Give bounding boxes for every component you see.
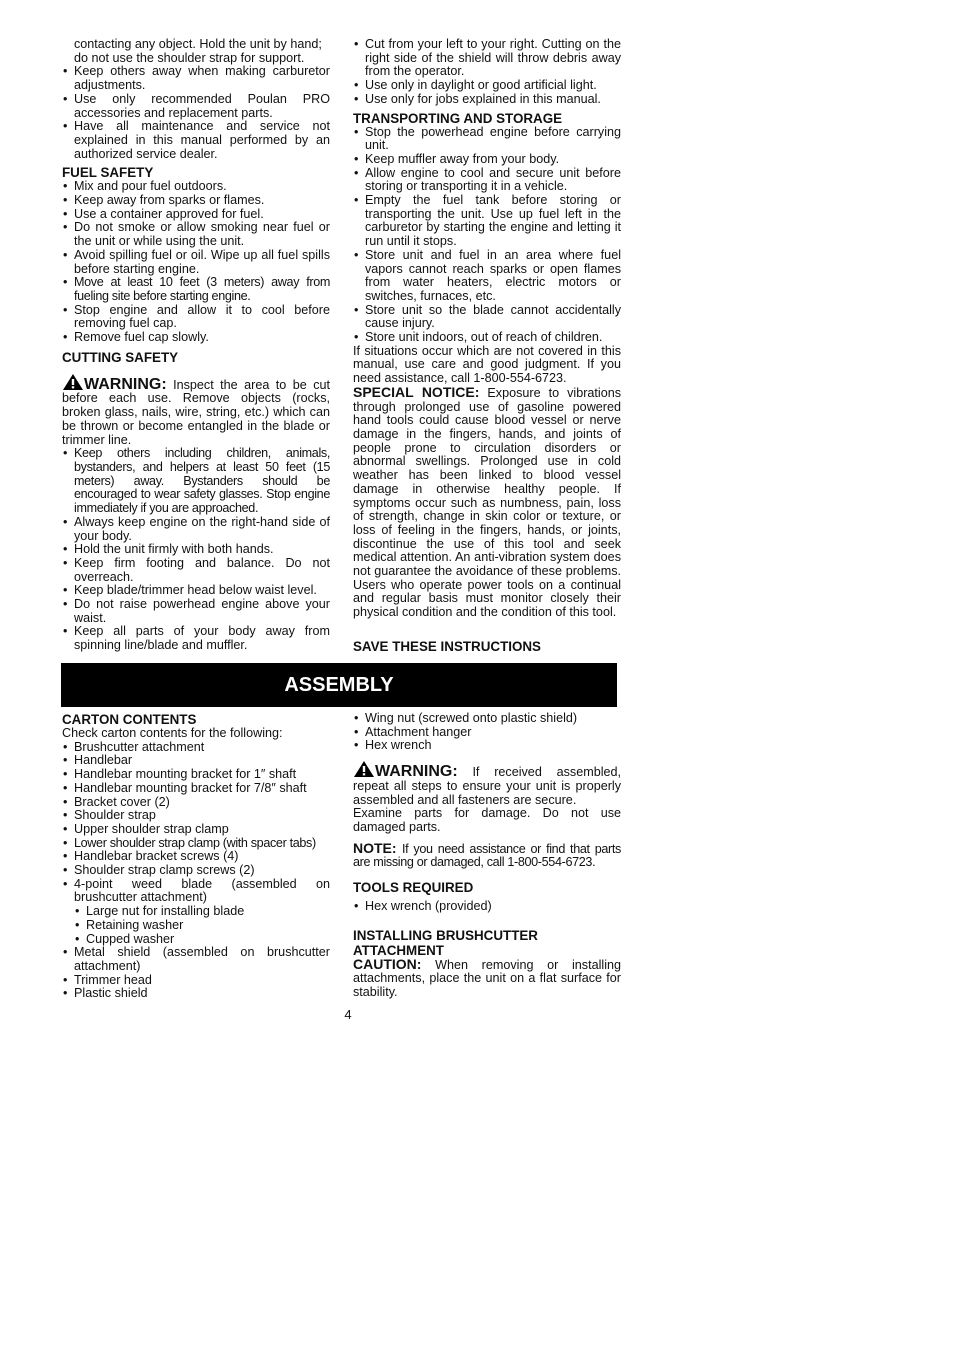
carton-contents-heading: CARTON CONTENTS — [62, 712, 197, 727]
warning-text: If received assembled, repeat all steps to ensure your unit is properly assembled and all fasteners are secure. — [353, 765, 621, 807]
sub-list-item: • Large nut for installing blade — [62, 905, 330, 919]
list-item: • Trimmer head — [62, 974, 330, 988]
sub-list-item: • Cupped washer — [62, 933, 330, 947]
list-item: • Upper shoulder strap clamp — [62, 823, 330, 837]
list-item: • Stop the powerhead engine before carrying unit. — [353, 126, 621, 153]
carton-contents-list-continued — [353, 712, 621, 753]
note-paragraph — [353, 839, 621, 870]
list-item: • Store unit so the blade cannot accidentally cause injury. — [353, 304, 621, 331]
caution-label: CAUTION: — [353, 955, 422, 972]
transporting-storage-list — [353, 126, 621, 345]
list-item: • Wing nut (screwed onto plastic shield) — [353, 712, 621, 726]
save-instructions-heading: SAVE THESE INSTRUCTIONS — [353, 638, 541, 654]
list-item: • Allow engine to cool and secure unit before storing or transporting it in a vehicle. — [353, 167, 621, 194]
list-item: • Plastic shield — [62, 987, 330, 1001]
list-item: • Use only recommended Poulan PRO accessories and replacement parts. — [62, 93, 330, 120]
warning-label: WARNING: — [84, 375, 167, 393]
page-number: 4 — [344, 1007, 352, 1022]
list-item: • Use only for jobs explained in this manual. — [353, 93, 621, 107]
list-item: • Keep others including children, animals, bystanders, and helpers at least 50 feet (15 meters) away. Bystanders should be encouraged to wear safety glasses. Stop engine immediately if you are approached. — [62, 447, 330, 516]
list-item: • Shoulder strap clamp screws (2) — [62, 864, 330, 878]
left-column-top — [62, 38, 330, 653]
list-item: • Have all maintenance and service not explained in this manual performed by an authorized service dealer. — [62, 120, 330, 161]
note-label: NOTE: — [353, 839, 397, 856]
list-item: • Keep muffler away from your body. — [353, 153, 621, 167]
cutting-safety-list — [62, 447, 330, 653]
tools-list — [353, 900, 621, 914]
note-text: If you need assistance or find that parts are missing or damaged, call 1-800-554-6723. — [353, 841, 621, 870]
caution-paragraph — [353, 955, 621, 1000]
assembly-banner: ASSEMBLY — [61, 663, 617, 707]
list-item: • Keep firm footing and balance. Do not overreach. — [62, 557, 330, 584]
continued-text-line: contacting any object. Hold the unit by hand; — [74, 37, 322, 51]
right-column-bottom — [353, 712, 621, 1000]
fuel-safety-list — [62, 180, 330, 344]
left-column-bottom — [62, 712, 330, 1001]
cutting-safety-list-continued — [353, 38, 621, 107]
safety-list — [62, 65, 330, 161]
list-item: • Handlebar — [62, 754, 330, 768]
list-item: • Keep blade/trimmer head below waist level. — [62, 584, 330, 598]
installing-brushcutter-heading: INSTALLING BRUSHCUTTER ATTACHMENT — [353, 927, 538, 958]
caution-text: When removing or installing attachments, place the unit on a flat surface for stability. — [353, 957, 621, 1000]
list-item: • Store unit and fuel in an area where fuel vapors cannot reach sparks or open flames from water heaters, electric motors or switches, furnaces, etc. — [353, 249, 621, 304]
warning-label: WARNING: — [375, 763, 458, 781]
list-item: • Brushcutter attachment — [62, 741, 330, 755]
fuel-safety-heading: FUEL SAFETY — [62, 165, 154, 181]
examine-parts-text: Examine parts for damage. Do not use damaged parts. — [353, 806, 621, 834]
assembly-warning-paragraph — [353, 760, 621, 807]
list-item: • Store unit indoors, out of reach of children. — [353, 331, 621, 345]
list-item: • Shoulder strap — [62, 809, 330, 823]
list-item: • Hex wrench — [353, 739, 621, 753]
list-item: • Move at least 10 feet (3 meters) away from fueling site before starting engine. — [62, 276, 330, 303]
list-item: • Bracket cover (2) — [62, 796, 330, 810]
special-notice-label: SPECIAL NOTICE: — [353, 383, 480, 400]
list-item: • Attachment hanger — [353, 726, 621, 740]
warning-triangle-icon — [353, 760, 375, 778]
list-item: • Empty the fuel tank before storing or transporting the unit. Use up fuel left in the carburetor by starting the engine and letting it run until it stops. — [353, 194, 621, 249]
list-item: • Remove fuel cap slowly. — [62, 331, 330, 345]
list-item: • Lower shoulder strap clamp (with spacer tabs) — [62, 837, 330, 851]
situations-paragraph: If situations occur which are not covered in this manual, use care and good judgment. If you need assistance, call 1-800-554-6723. — [353, 343, 621, 386]
continued-text-line: do not use the shoulder strap for support. — [74, 50, 305, 65]
special-notice-paragraph — [353, 383, 622, 620]
list-item: • Keep away from sparks or flames. — [62, 194, 330, 208]
cutting-safety-heading: CUTTING SAFETY — [62, 349, 179, 365]
list-item: • Keep others away when making carburetor adjustments. — [62, 65, 330, 92]
list-item: • Do not smoke or allow smoking near fuel or the unit or while using the unit. — [62, 221, 330, 248]
list-item: • Handlebar bracket screws (4) — [62, 850, 330, 864]
special-notice-text: Exposure to vibrations through prolonged use of gasoline powered hand tools could cause blood vessel or nerve damage in the fingers, hands, and joints of people prone to circulation disorders or abnormal swellings. Prolonged use in cold weather has been linked to blood vessel damage in otherwise healthy people. If symptoms occur such as numbness, pain, loss of strength, change in skin color or texture, or loss of feeling in the fingers, hands, or joints, discontinue the use of this tool and seek medical attention. An anti-vibration system does not guarantee the avoidance of these problems. Users who operate power tools on a continual and regular basis must monitor closely their physical condition and the condition of this tool. — [353, 385, 622, 620]
list-item: • Keep all parts of your body away from spinning line/blade and muffler. — [62, 625, 330, 652]
warning-paragraph — [62, 373, 330, 448]
transporting-storage-heading: TRANSPORTING AND STORAGE — [353, 110, 563, 126]
right-column-top — [353, 38, 621, 654]
sub-list-item: • Retaining washer — [62, 919, 330, 933]
warning-triangle-icon — [62, 373, 84, 391]
list-item: • Mix and pour fuel outdoors. — [62, 180, 330, 194]
tools-required-heading: TOOLS REQUIRED — [353, 880, 474, 896]
list-item: • Handlebar mounting bracket for 7/8″ shaft — [62, 782, 330, 796]
list-item: • Always keep engine on the right-hand side of your body. — [62, 516, 330, 543]
list-item: • Metal shield (assembled on brushcutter attachment) — [62, 946, 330, 973]
list-item: • Use a container approved for fuel. — [62, 208, 330, 222]
list-item: • Do not raise powerhead engine above your waist. — [62, 598, 330, 625]
carton-intro: Check carton contents for the following: — [62, 726, 283, 740]
list-item: • 4-point weed blade (assembled on brushcutter attachment) — [62, 878, 330, 905]
list-item: • Hold the unit firmly with both hands. — [62, 543, 330, 557]
list-item: • Stop engine and allow it to cool before removing fuel cap. — [62, 304, 330, 331]
list-item: • Cut from your left to your right. Cutting on the right side of the shield will throw debris away from the operator. — [353, 38, 621, 79]
warning-text: Inspect the area to be cut before each use. Remove objects (rocks, broken glass, nails, wire, string, etc.) which can be thrown or become entangled in the blade or trimmer line. — [62, 377, 330, 447]
list-item: • Avoid spilling fuel or oil. Wipe up all fuel spills before starting engine. — [62, 249, 330, 276]
list-item: • Hex wrench (provided) — [353, 900, 621, 914]
list-item: • Use only in daylight or good artificial light. — [353, 79, 621, 93]
carton-contents-list — [62, 741, 330, 1001]
list-item: • Handlebar mounting bracket for 1″ shaft — [62, 768, 330, 782]
